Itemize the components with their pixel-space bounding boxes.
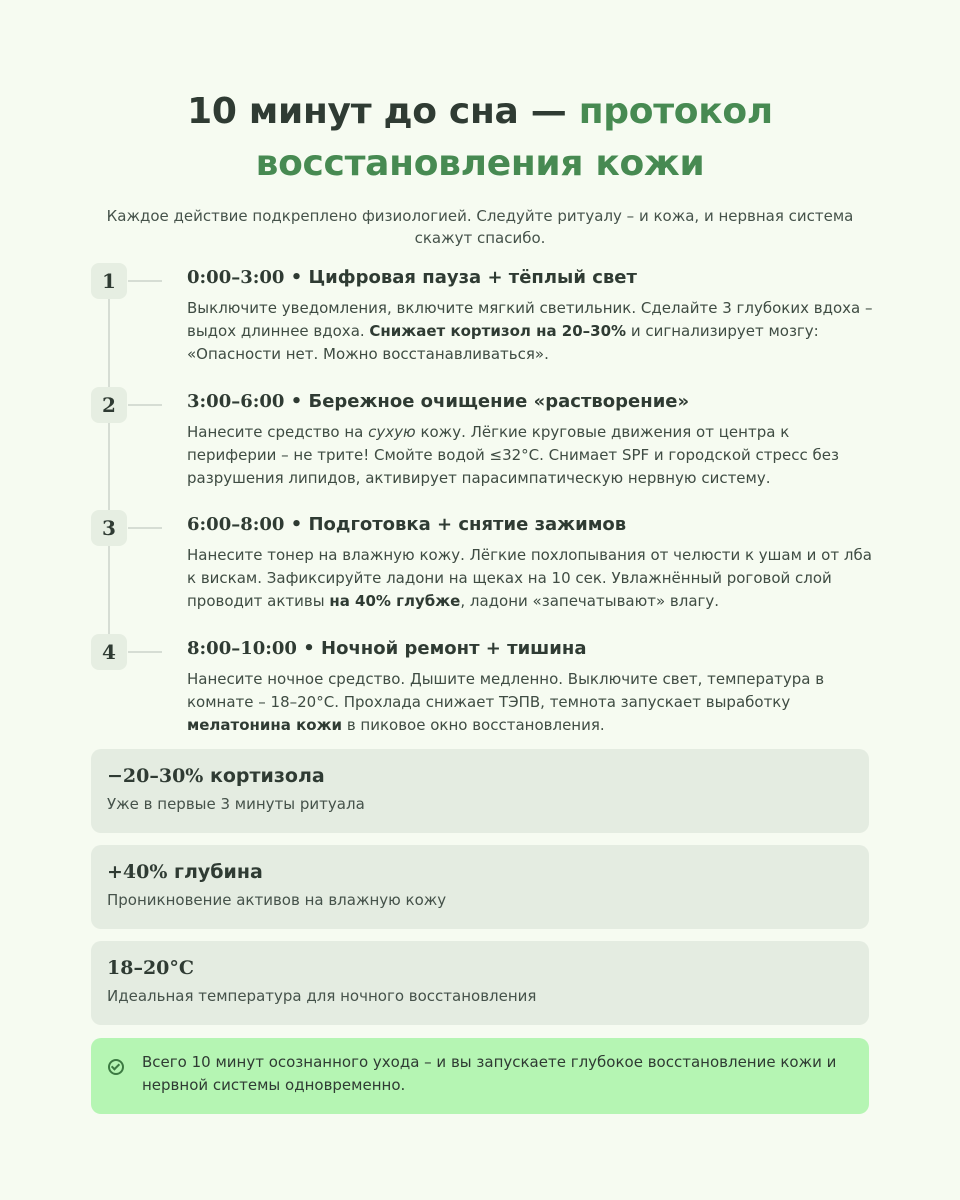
step-number: 1	[91, 263, 127, 299]
step-connector	[128, 404, 162, 406]
step-number: 4	[91, 634, 127, 670]
title-accent-2: восстановления кожи	[255, 143, 705, 184]
step-text	[187, 544, 877, 613]
step-connector	[128, 651, 162, 653]
stat-card-depth	[91, 845, 869, 929]
stat-card-cortisol	[91, 749, 869, 833]
step-title: • Бережное очищение «растворение»	[284, 391, 690, 412]
title-accent-1: протокол	[578, 91, 773, 132]
page-title	[0, 86, 960, 190]
step-number: 2	[91, 387, 127, 423]
step-text-bold: Снижает кортизол на 20–30%	[369, 322, 627, 340]
step-text-part: в пиковое окно восстановления.	[342, 716, 605, 734]
step-text-part: и сигнализирует мозгу: «Опасности нет. Можно восстанавливаться».	[187, 322, 819, 363]
stat-value	[107, 957, 194, 979]
step-text-part: , ладони «запечатывают» влагу.	[460, 592, 720, 610]
step-text	[187, 421, 877, 490]
page-subtitle: Каждое действие подкреплено физиологией. Следуйте ритуалу – и кожа, и нервная система скажут спасибо.	[106, 207, 854, 247]
stat-number: 18–20°C	[107, 957, 195, 979]
step-time: 8:00–10:00	[187, 638, 297, 659]
step-heading	[187, 513, 626, 537]
step-text-bold: на 40% глубже	[329, 592, 461, 610]
step-text-part: Нанесите тонер на влажную кожу. Лёгкие похлопывания от челюсти к ушам и от лба к вискам. Зафиксируйте ладони на щеках на 10 сек. Увлажнённый роговой слой проводит активы	[187, 546, 872, 610]
timeline-line	[108, 296, 110, 636]
step-number: 3	[91, 510, 127, 546]
step-title: • Ночной ремонт + тишина	[296, 638, 587, 659]
step-connector	[128, 280, 162, 282]
stat-value	[107, 765, 325, 787]
step-heading	[187, 266, 637, 290]
step-heading	[187, 390, 689, 414]
step-text	[187, 668, 877, 737]
title-part-1: 10 минут до сна —	[187, 91, 579, 132]
stat-number: −20–30%	[107, 765, 204, 787]
stat-label: глубина	[167, 861, 263, 883]
step-time: 6:00–8:00	[187, 514, 285, 535]
step-text-part: кожу. Лёгкие круговые движения от центра к периферии – не трите! Смойте водой ≤32°C. Снимает SPF и городской стресс без разрушения липидов, активирует парасимпатическую нервную систему.	[187, 423, 840, 487]
step-heading	[187, 637, 587, 661]
step-text-part: Нанесите средство на	[187, 423, 369, 441]
step-text	[187, 297, 877, 366]
step-time: 0:00–3:00	[187, 267, 285, 288]
stat-number: +40%	[107, 861, 168, 883]
summary-callout	[91, 1038, 869, 1114]
step-text-italic: сухую	[368, 423, 416, 441]
stat-description: Уже в первые 3 минуты ритуала	[107, 795, 365, 813]
stat-card-temperature	[91, 941, 869, 1025]
step-connector	[128, 527, 162, 529]
check-circle-icon	[108, 1059, 124, 1075]
stat-label: кортизола	[203, 765, 325, 787]
stat-value	[107, 861, 263, 883]
stat-description: Идеальная температура для ночного восстановления	[107, 987, 537, 1005]
step-text-part: Выключите уведомления, включите мягкий светильник. Сделайте 3 глубоких вдоха – выдох длиннее вдоха.	[187, 299, 873, 340]
stat-description: Проникновение активов на влажную кожу	[107, 891, 447, 909]
callout-text: Всего 10 минут осознанного ухода – и вы запускаете глубокое восстановление кожи и нервной системы одновременно.	[142, 1053, 837, 1094]
step-time: 3:00–6:00	[187, 391, 285, 412]
step-title: • Подготовка + снятие зажимов	[284, 514, 627, 535]
step-title: • Цифровая пауза + тёплый свет	[284, 267, 637, 288]
step-text-part: Нанесите ночное средство. Дышите медленно. Выключите свет, температура в комнате – 18–20°C. Прохлада снижает ТЭПВ, темнота запускает выработку	[187, 670, 825, 711]
step-text-bold: мелатонина кожи	[187, 716, 343, 734]
